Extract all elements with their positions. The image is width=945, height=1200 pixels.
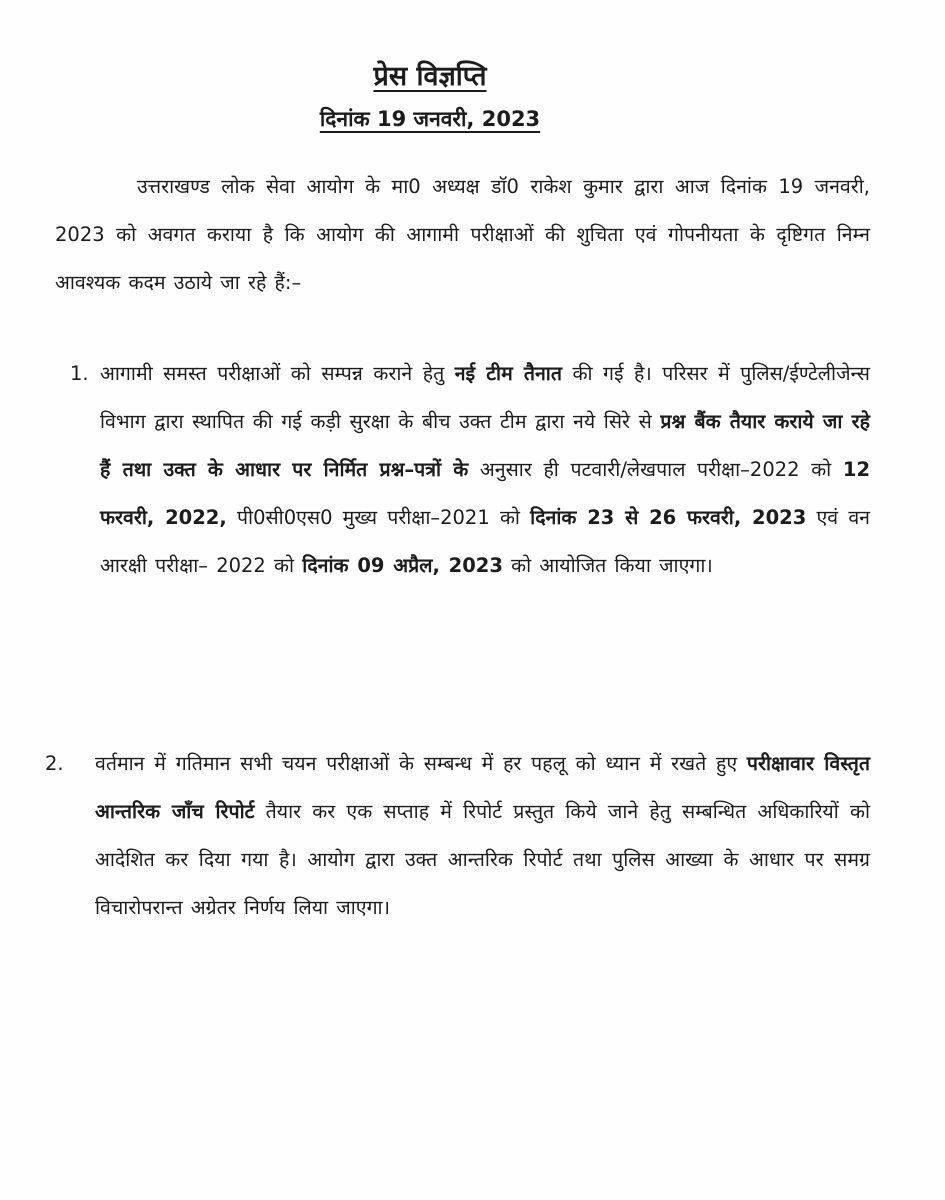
- emphasis-text: दिनांक 09 अप्रैल, 2023: [302, 554, 503, 577]
- emphasis-text: प्रश्न बैंक तैयार कराये जा रहे हैं तथा उक्त के आधार पर निर्मित प्रश्न–पत्रों के: [100, 410, 870, 481]
- list-item-number: 2.: [45, 752, 64, 775]
- intro-paragraph: उत्तराखण्ड लोक सेवा आयोग के मा0 अध्यक्ष डॉ0 राकेश कुमार द्वारा आज दिनांक 19 जनवरी, 2023 को अवगत कराया है कि आयोग की आगामी परीक्षाओं की शुचिता एवं गोपनीयता के दृष्टिगत निम्न आवश्यक कदम उठाये जा रहे हैं:–: [55, 175, 870, 294]
- press-release-date: दिनांक 19 जनवरी, 2023: [319, 107, 541, 131]
- press-release-title: प्रेस विज्ञप्ति: [373, 61, 487, 92]
- emphasis-text: दिनांक 23 से 26 फरवरी, 2023: [530, 506, 807, 529]
- list-item: [45, 740, 870, 932]
- list-item: [70, 350, 870, 590]
- list-item-number: 1.: [70, 362, 89, 385]
- emphasis-text: परीक्षावार विस्तृत आन्तरिक जाँच रिपोर्ट: [95, 752, 871, 823]
- list-item-text: वर्तमान में गतिमान सभी चयन परीक्षाओं के सम्बन्ध में हर पहलू को ध्यान में रखते हुए परीक्षावार विस्तृत आन्तरिक जाँच रिपोर्ट तैयार कर एक सप्ताह में रिपोर्ट प्रस्तुत किये जाने हेतु सम्बन्धित अधिकारियों को आदेशित कर दिया गया है। आयोग द्वारा उक्त आन्तरिक रिपोर्ट तथा पुलिस आख्या के आधार पर समग्र विचारोपरान्त अग्रेतर निर्णय लिया जाएगा।: [95, 752, 871, 919]
- list-item-text: आगामी समस्त परीक्षाओं को सम्पन्न कराने हेतु नई टीम तैनात की गई है। परिसर में पुलिस/ईण्टेलीजेन्स विभाग द्वारा स्थापित की गई कड़ी सुरक्षा के बीच उक्त टीम द्वारा नये सिरे से प्रश्न बैंक तैयार कराये जा रहे हैं तथा उक्त के आधार पर निर्मित प्रश्न–पत्रों के अनुसार ही पटवारी/लेखपाल परीक्षा–2022 को 12 फरवरी, 2022, पी0सी0एस0 मुख्य परीक्षा–2021 को दिनांक 23 से 26 फरवरी, 2023 एवं वन आरक्षी परीक्षा– 2022 को दिनांक 09 अप्रैल, 2023 को आयोजित किया जाएगा।: [100, 362, 871, 577]
- emphasis-text: नई टीम तैनात: [454, 362, 562, 385]
- emphasis-text: 12 फरवरी, 2022,: [100, 458, 871, 529]
